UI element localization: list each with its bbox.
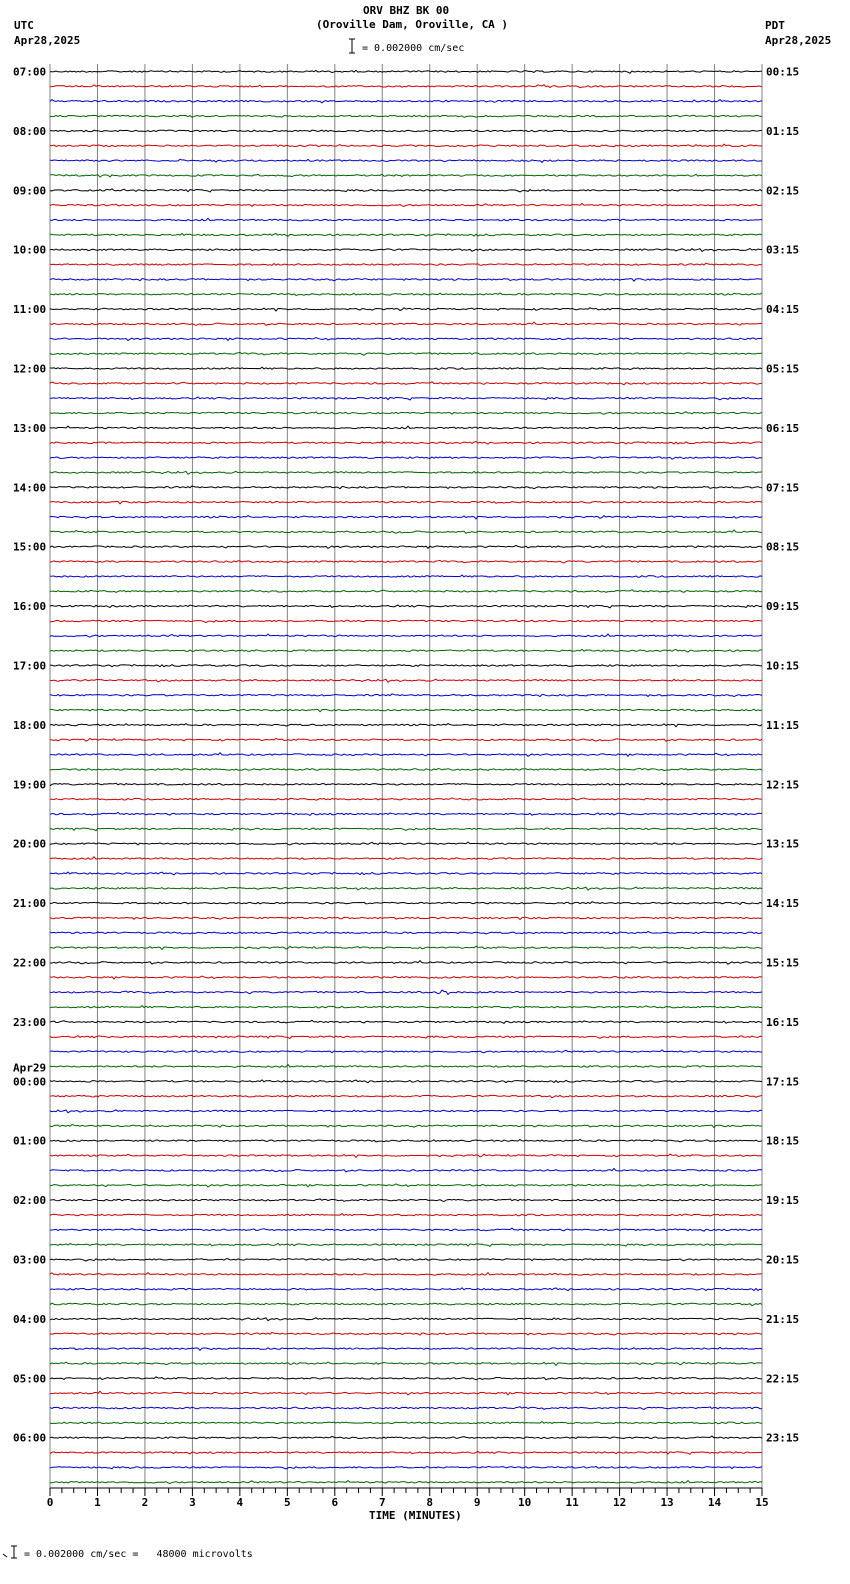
location-subtitle: (Oroville Dam, Oroville, CA ) [316,18,509,31]
right-hour-label: 11:15 [766,718,800,732]
seismic-trace [50,783,762,786]
right-hour-label: 20:15 [766,1253,800,1267]
seismic-trace [50,857,762,860]
right-hour-label: 03:15 [766,243,800,257]
seismic-trace [50,1184,762,1187]
seismic-trace [50,1347,762,1350]
footer-scale-bar-icon [3,1546,17,1558]
seismic-trace [50,1421,762,1423]
left-hour-label: 07:00 [13,65,47,79]
seismic-trace [50,842,762,845]
seismic-trace [50,397,762,400]
seismic-trace [50,115,762,117]
left-hour-label: 08:00 [13,124,47,138]
left-hour-label: 18:00 [13,718,47,732]
seismic-trace [50,1480,762,1483]
scale-note: = 0.002000 cm/sec = 48000 microvolts [24,1549,253,1560]
seismic-trace [50,174,762,177]
seismic-trace [50,1036,762,1039]
left-hour-label: 03:00 [13,1253,47,1267]
seismic-trace [50,1199,762,1202]
seismic-trace [50,293,762,296]
seismic-trace [50,634,762,637]
seismic-trace [50,1124,762,1127]
right-hour-label: 19:15 [766,1194,800,1208]
seismic-trace [50,308,762,311]
left-hour-label: 09:00 [13,184,47,198]
seismic-trace [50,1050,762,1053]
seismic-trace [50,471,762,474]
x-axis-label: TIME (MINUTES) [369,1509,462,1522]
seismic-trace [50,575,762,577]
seismic-trace [50,412,762,415]
seismic-trace [50,1095,762,1098]
x-tick-label: 5 [284,1496,291,1509]
seismic-trace [50,917,762,919]
seismic-trace [50,70,762,73]
left-hour-label: 22:00 [13,956,47,970]
seismic-trace [50,1214,762,1216]
seismic-trace [50,961,762,965]
left-hour-label: 17:00 [13,659,47,673]
seismic-trace [50,486,762,489]
right-timezone: PDT [765,19,785,32]
seismic-trace [50,946,762,949]
seismic-trace [50,560,762,563]
seismic-trace [50,1436,762,1439]
seismic-trace [50,709,762,712]
right-hour-label: 00:15 [766,65,800,79]
seismic-trace [50,976,762,979]
x-tick-label: 14 [707,1496,722,1509]
seismic-trace [50,516,762,519]
seismic-trace [50,1168,762,1171]
seismic-trace [50,931,762,934]
seismic-trace [50,1407,762,1410]
right-hour-label: 21:15 [766,1312,800,1326]
left-hour-label: 05:00 [13,1372,47,1386]
seismic-trace [50,1228,762,1231]
seismic-trace [50,1243,762,1246]
seismic-trace [50,1020,762,1023]
left-date: Apr28,2025 [14,34,81,47]
right-hour-label: 22:15 [766,1372,800,1386]
right-hour-label: 14:15 [766,897,800,911]
x-tick-label: 9 [473,1496,481,1509]
x-tick-label: 6 [331,1496,339,1509]
seismic-trace [50,1139,762,1142]
seismic-trace [50,352,762,355]
seismic-trace [50,1065,762,1068]
seismic-trace [50,263,762,265]
left-hour-label: 10:00 [13,243,47,257]
seismic-trace [50,649,762,652]
x-tick-label: 7 [378,1496,386,1509]
left-hour-label: 01:00 [13,1134,47,1148]
x-tick-label: 11 [565,1496,579,1509]
day-change-label: Apr29 [13,1061,47,1075]
seismic-trace [50,1332,762,1335]
x-tick-label: 4 [236,1496,244,1509]
right-hour-label: 01:15 [766,124,800,138]
seismic-trace [50,753,762,757]
right-hour-label: 08:15 [766,540,800,554]
seismic-trace [50,798,762,800]
left-hour-label: 21:00 [13,897,47,911]
left-hour-label: 19:00 [13,778,47,792]
left-hour-label: 23:00 [13,1015,47,1029]
seismic-trace [50,1258,762,1261]
seismic-trace [50,130,762,132]
seismic-trace [50,1080,762,1083]
scale-bar-icon [349,39,355,53]
seismic-trace [50,218,762,221]
right-hour-label: 05:15 [766,362,800,376]
seismic-trace [50,233,762,236]
x-tick-label: 10 [518,1496,532,1509]
seismic-trace [50,1466,762,1469]
seismic-trace [50,189,762,192]
right-hour-label: 02:15 [766,184,800,198]
left-hour-label: 04:00 [13,1312,47,1326]
seismic-trace [50,338,762,341]
x-tick-label: 12 [612,1496,627,1509]
right-hour-label: 12:15 [766,778,800,792]
x-tick-label: 15 [755,1496,769,1509]
seismic-trace [50,694,762,697]
seismic-trace [50,530,762,533]
seismic-trace [50,457,762,459]
scale-label: = 0.002000 cm/sec [362,43,465,54]
left-hour-label: 02:00 [13,1194,47,1208]
seismic-trace [50,426,762,429]
seismic-trace [50,738,762,741]
seismic-trace [50,1451,762,1454]
left-hour-label: 15:00 [13,540,47,554]
seismic-trace [50,724,762,727]
seismic-trace [50,828,762,831]
seismic-trace [50,159,762,162]
right-hour-label: 15:15 [766,956,800,970]
left-hour-label: 12:00 [13,362,47,376]
seismic-trace [50,768,762,770]
seismic-trace [50,367,762,369]
left-hour-label: 14:00 [13,481,47,495]
left-hour-label: 20:00 [13,837,47,851]
x-tick-label: 13 [660,1496,674,1509]
left-hour-label: 16:00 [13,600,47,614]
seismic-trace [50,100,762,103]
seismic-trace [50,501,762,504]
seismic-trace [50,990,762,994]
seismic-trace [50,1362,762,1365]
seismic-trace [50,1006,762,1008]
right-date: Apr28,2025 [765,34,832,47]
seismic-trace [50,382,762,385]
right-hour-label: 09:15 [766,600,800,614]
right-hour-label: 17:15 [766,1075,800,1089]
x-tick-label: 0 [46,1496,54,1509]
seismic-trace [50,679,762,682]
seismic-trace [50,620,762,623]
right-hour-label: 13:15 [766,837,800,851]
seismic-trace [50,1377,762,1380]
left-hour-label: 13:00 [13,421,47,435]
x-tick-label: 3 [189,1496,196,1509]
seismic-trace [50,144,762,147]
right-hour-label: 23:15 [766,1431,800,1445]
seismic-trace [50,902,762,905]
seismic-trace [50,249,762,252]
x-tick-label: 1 [94,1496,101,1509]
left-hour-label: 00:00 [13,1075,47,1089]
seismic-trace [50,1318,762,1321]
left-hour-label: 06:00 [13,1431,47,1445]
right-hour-label: 04:15 [766,303,800,317]
seismic-trace [50,812,762,815]
right-hour-label: 06:15 [766,421,800,435]
seismic-trace [50,203,762,206]
seismic-trace [50,665,762,667]
seismic-trace [50,1110,762,1113]
x-tick-label: 8 [426,1496,434,1509]
right-hour-label: 10:15 [766,659,800,673]
left-hour-label: 11:00 [13,303,47,317]
seismic-trace [50,887,762,890]
right-hour-label: 16:15 [766,1015,800,1029]
seismic-trace [50,590,762,593]
right-hour-label: 07:15 [766,481,800,495]
seismic-trace [50,872,762,875]
station-title: ORV BHZ BK 00 [363,4,450,17]
seismic-trace [50,605,762,608]
seismic-trace [50,1391,762,1395]
seismic-trace [50,1273,762,1276]
seismic-trace [50,441,762,444]
seismic-trace [50,1154,762,1157]
seismic-trace [50,279,762,281]
left-timezone: UTC [14,19,34,32]
seismic-trace [50,1303,762,1305]
seismic-trace [50,1288,762,1291]
seismic-trace [50,322,762,325]
x-tick-label: 2 [141,1496,149,1509]
seismic-trace [50,85,762,88]
seismic-trace [50,545,762,548]
right-hour-label: 18:15 [766,1134,800,1148]
